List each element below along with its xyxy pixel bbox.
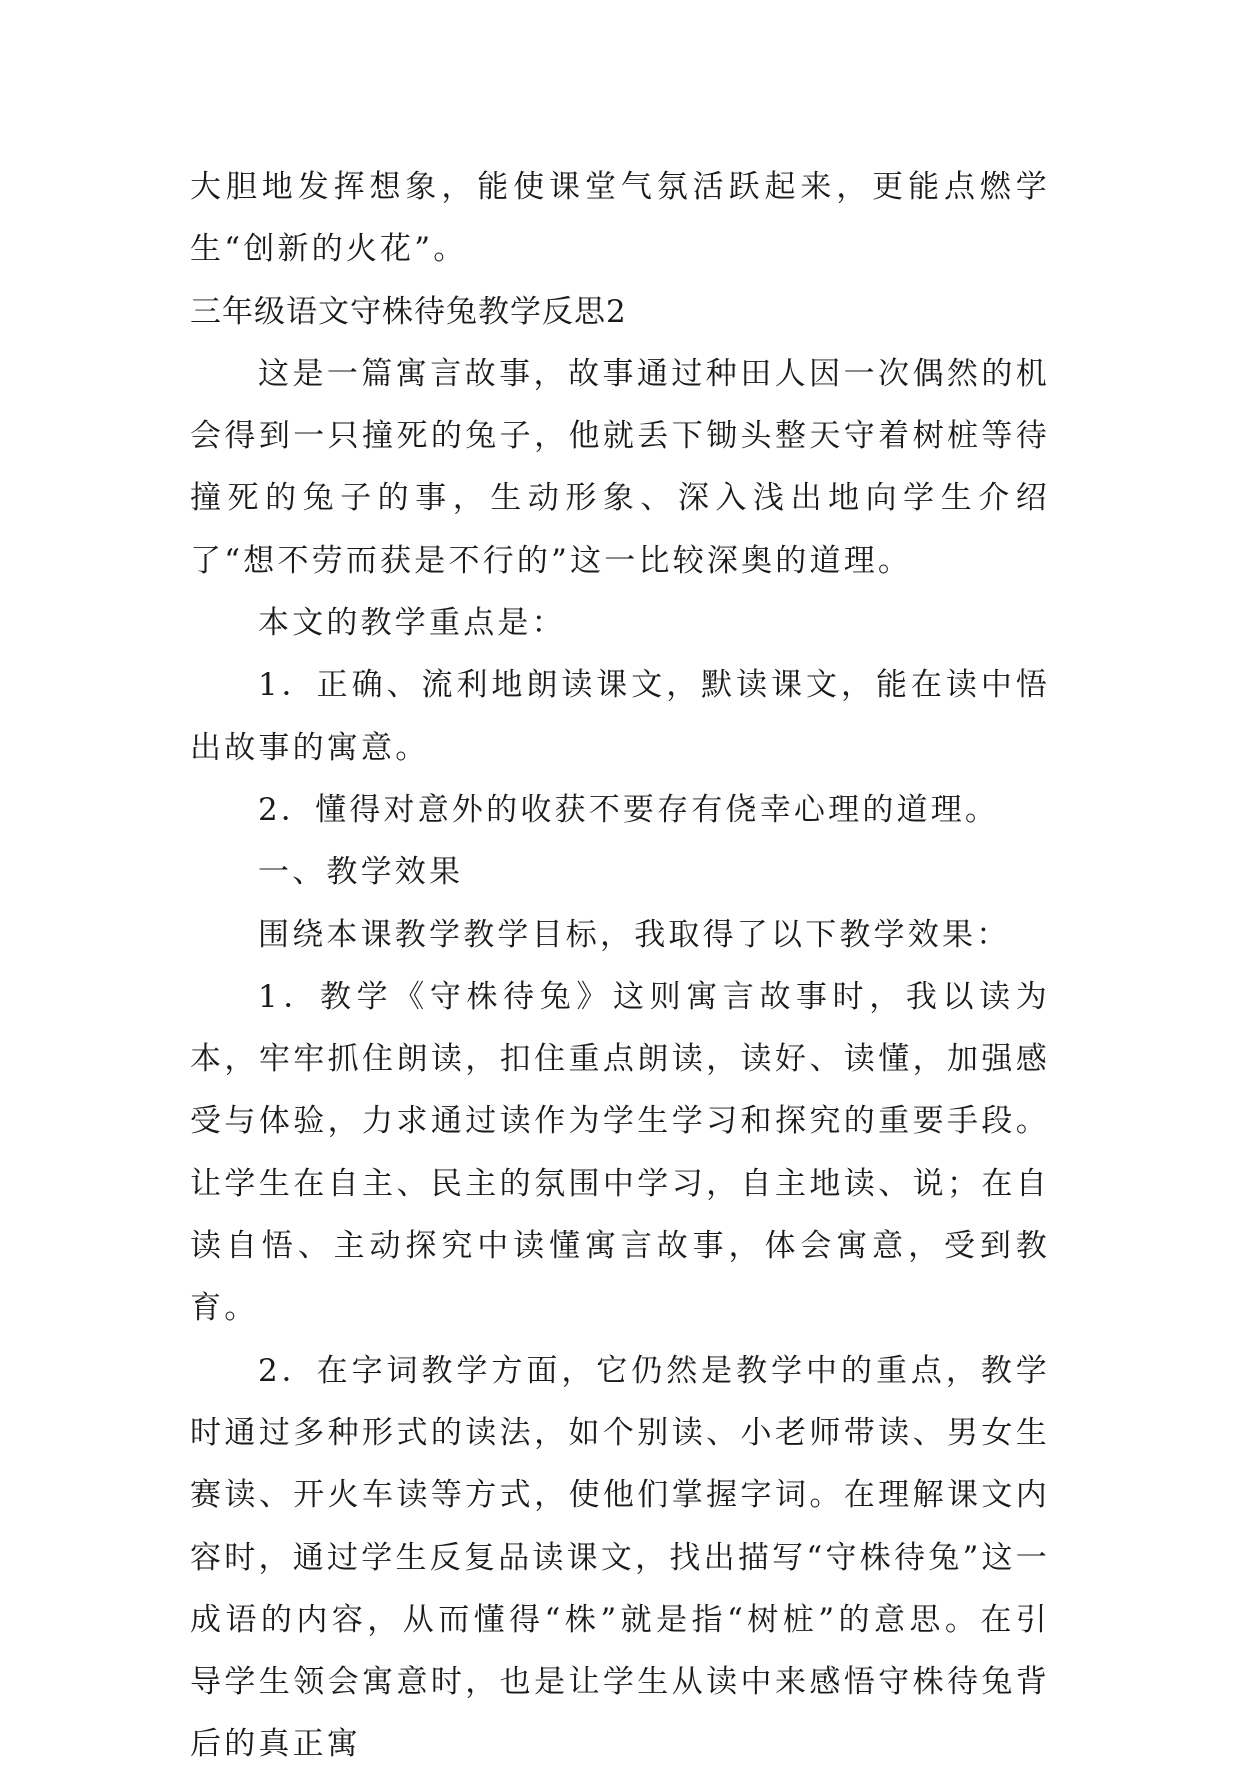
document-title: 三年级语文守株待兔教学反思2 [190, 293, 627, 330]
teaching-focus-item-2: 2．懂得对意外的收获不要存有侥幸心理的道理。 [258, 791, 1000, 828]
document-body [190, 156, 1050, 1776]
teaching-focus-heading: 本文的教学重点是： [258, 605, 566, 642]
effects-item-1: 1．教学《守株待兔》这则寓言故事时，我以读为本，牢牢抓住朗读，扣住重点朗读，读好、读懂，加强感受与体验，力求通过读作为学生学习和探究的重要手段。让学生在自主、民主的氛围中学习，自主地读、说；在自读自悟、主动探究中读懂寓言故事，体会寓意，受到教育。 [190, 978, 1050, 1327]
effects-intro: 围绕本课教学教学目标，我取得了以下教学效果： [258, 916, 1011, 953]
teaching-focus-item-1: 1．正确、流利地朗读课文，默读课文，能在读中悟出故事的寓意。 [190, 667, 1050, 766]
paragraph-intro: 这是一篇寓言故事，故事通过种田人因一次偶然的机会得到一只撞死的兔子，他就丢下锄头整天守着树桩等待撞死的兔子的事，生动形象、深入浅出地向学生介绍了“想不劳而获是不行的”这一比较深奥的道理。 [190, 355, 1050, 579]
effects-item-2: 2．在字词教学方面，它仍然是教学中的重点，教学时通过多种形式的读法，如个别读、小老师带读、男女生赛读、开火车读等方式，使他们掌握字词。在理解课文内容时，通过学生反复品读课文，找出描写“守株待兔”这一成语的内容，从而懂得“株”就是指“树桩”的意思。在引导学生领会寓意时，也是让学生从读中来感悟守株待兔背后的真正寓 [190, 1352, 1050, 1763]
section-heading-effects: 一、教学效果 [258, 854, 464, 891]
paragraph-continuation: 大胆地发挥想象，能使课堂气氛活跃起来，更能点燃学生“创新的火花”。 [190, 169, 1050, 268]
